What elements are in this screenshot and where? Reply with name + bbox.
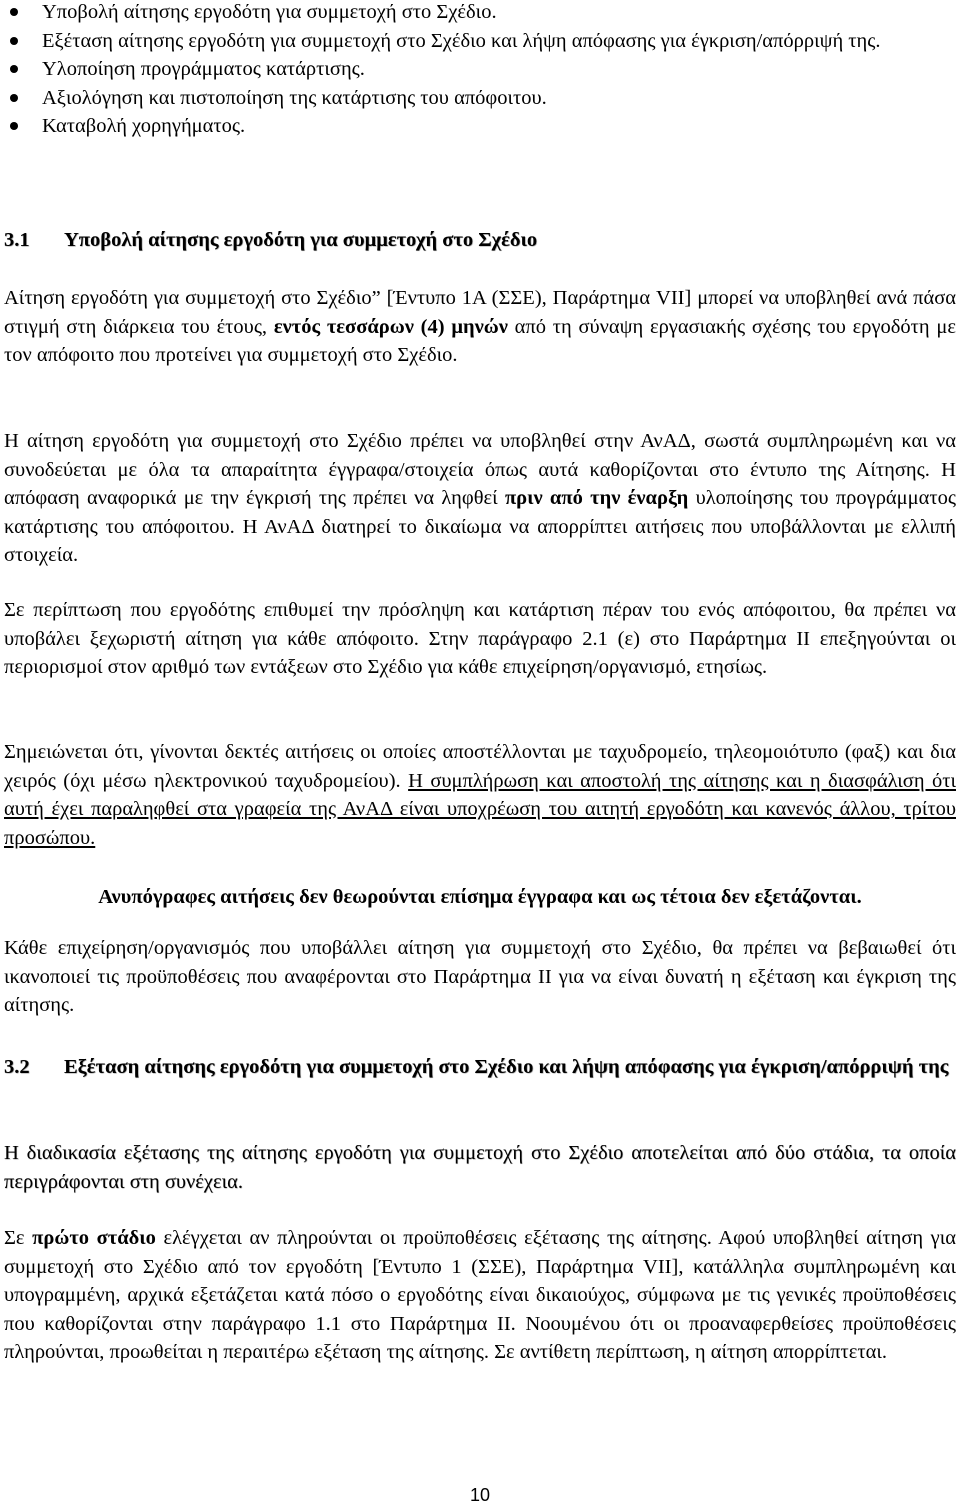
paragraph: Κάθε επιχείρηση/οργανισμός που υποβάλλει αίτηση για συμμετοχή στο Σχέδιο, θα πρέπει να βεβαιωθεί ότι ικανοποιεί τις προϋποθέσεις που αναφέρονται στο Παράρτημα ΙΙ για να είναι δυνατή η εξέταση και έγκριση της αίτησης. xyxy=(4,937,956,1016)
section-heading-3-2 xyxy=(4,1053,956,1082)
paragraph-text: από τη σύναψη εργασιακής σχέσης του εργοδότη με τον απόφοιτο που προτείνει για συμμετοχή στο Σχέδιο. xyxy=(4,315,956,366)
section-title: Υποβολή αίτησης εργοδότη για συμμετοχή στο Σχέδιο xyxy=(64,229,538,251)
page-number: 10 xyxy=(469,1485,491,1505)
emphasis-text: εντός τεσσάρων (4) μηνών xyxy=(273,315,508,338)
emphasis-text: πρώτο στάδιο xyxy=(32,1227,156,1249)
section-number: 3.1 xyxy=(4,229,30,251)
list-item: Αξιολόγηση και πιστοποίηση της κατάρτισης του απόφοιτου. xyxy=(0,84,960,113)
paragraph xyxy=(4,1224,956,1367)
paragraph-text: Η αίτηση εργοδότη για συμμετοχή στο Σχέδιο πρέπει να υποβληθεί στην ΑνΑΔ, σωστά συμπληρωμένη και να συνοδεύεται με όλα τα απαραίτητα έγγραφα/στοιχεία όπως αυτά καθορίζονται στο έντυπο της Αίτησης. Η απόφαση αναφορικά με την έγκρισή της πρέπει να ληφθεί xyxy=(4,430,956,509)
underlined-text: Η συμπλήρωση και αποστολή της αίτησης και η διασφάλιση ότι αυτή έχει παραληφθεί στα γραφεία της ΑνΑΔ είναι υποχρέωση του αιτητή εργοδότη και κανενός άλλου, τρίτου προσώπου. xyxy=(4,769,956,849)
paragraph-text: Αίτηση εργοδότη για συμμετοχή στο Σχέδιο” [Έντυπο 1Α (ΣΣΕ), Παράρτημα VII] μπορεί να υποβληθεί ανά πάσα στιγμή στη διάρκεια του έτους, xyxy=(4,287,956,338)
notice-text: Ανυπόγραφες αιτήσεις δεν θεωρούνται επίσημα έγγραφα και ως τέτοια δεν εξετάζονται. xyxy=(98,886,862,908)
paragraph-text: ελέγχεται αν πληρούνται οι προϋποθέσεις εξέτασης της αίτησης. Αφού υποβληθεί αίτηση για συμμετοχή στο Σχέδιο από τον εργοδότη [Έντυπο 1 (ΣΣΕ), Παράρτημα VII], κατάλληλα συμπληρωμένη και υπογραμμένη, αρχικά εξετάζεται κατά πόσο ο εργοδότης είναι δικαιούχος, σύμφωνα με τις γενικές προϋποθέσεις που καθορίζονται στην παράγραφο 1.1 στο Παράρτημα ΙΙ. Νοουμένου ότι οι προαναφερθείσες προϋποθέσεις πληρούνται, προωθείται η περαιτέρω εξέταση της αίτησης. Σε αντίθετη περίπτωση, η αίτηση απορρίπτεται. xyxy=(4,1227,956,1363)
process-steps-list xyxy=(0,0,960,141)
list-item: Υλοποίηση προγράμματος κατάρτισης. xyxy=(0,55,960,84)
section-number: 3.2 xyxy=(4,1056,30,1078)
paragraph: Η διαδικασία εξέτασης της αίτησης εργοδότη για συμμετοχή στο Σχέδιο αποτελείται από δύο στάδια, τα οποία περιγράφονται στη συνέχεια. xyxy=(4,1142,956,1193)
section-title: Εξέταση αίτησης εργοδότη για συμμετοχή στο Σχέδιο και λήψη απόφασης για έγκριση/απόρριψή της xyxy=(64,1056,949,1078)
paragraph xyxy=(4,284,956,370)
paragraph-text: Σημειώνεται ότι, γίνονται δεκτές αιτήσεις οι οποίες αποστέλλονται με ταχυδρομείο, τηλεομοιότυπο (φαξ) και δια χειρός (όχι μέσω ηλεκτρονικού ταχυδρομείου). xyxy=(4,741,956,792)
paragraph xyxy=(4,738,956,852)
paragraph: Σε περίπτωση που εργοδότης επιθυμεί την πρόσληψη και κατάρτιση πέραν του ενός απόφοιτου, θα πρέπει να υποβάλει ξεχωριστή αίτηση για κάθε απόφοιτο. Στην παράγραφο 2.1 (ε) στο Παράρτημα ΙΙ επεξηγούνται οι περιορισμοί στον αριθμό των εντάξεων στο Σχέδιο για κάθε επιχείρηση/οργανισμό, ετησίως. xyxy=(4,599,956,678)
list-item: Υποβολή αίτησης εργοδότη για συμμετοχή στο Σχέδιο. xyxy=(0,0,960,27)
paragraph xyxy=(4,427,956,570)
emphasis-text: πριν από την έναρξη xyxy=(504,487,689,509)
list-item: Καταβολή χορηγήματος. xyxy=(0,112,960,141)
list-item: Εξέταση αίτησης εργοδότη για συμμετοχή στο Σχέδιο και λήψη απόφασης για έγκριση/απόρριψή της. xyxy=(0,27,960,56)
paragraph-text: Σε xyxy=(4,1227,33,1249)
section-heading-3-1 xyxy=(4,226,956,255)
paragraph-text: υλοποίησης του προγράμματος κατάρτισης του απόφοιτου. Η ΑνΑΔ διατηρεί το δικαίωμα να απορρίπτει αιτήσεις που υποβάλλονται με ελλιπή στοιχεία. xyxy=(4,487,956,566)
